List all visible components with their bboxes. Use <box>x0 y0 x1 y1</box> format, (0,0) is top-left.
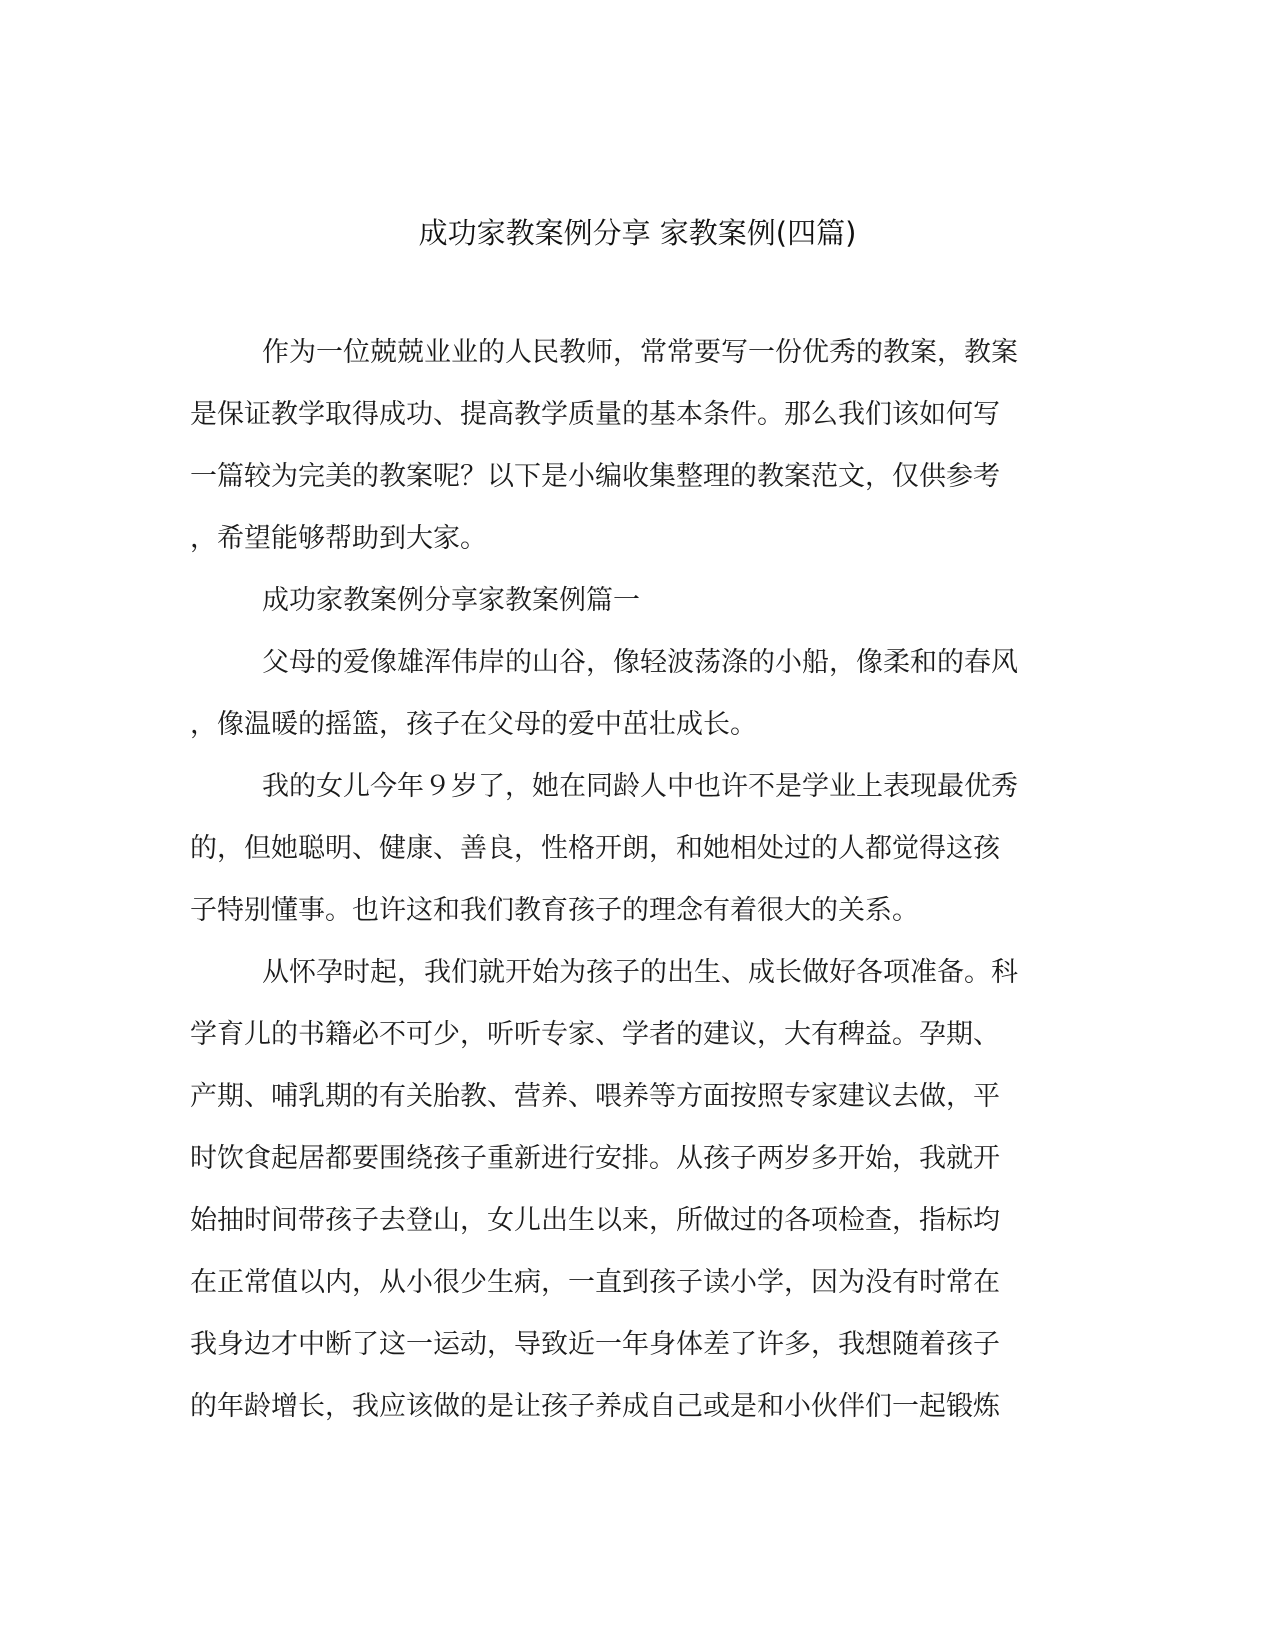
paragraph-line: 从怀孕时起，我们就开始为孩子的出生、成长做好各项准备。科 <box>262 957 1018 988</box>
paragraph-line: 在正常值以内，从小很少生病，一直到孩子读小学，因为没有时常在 <box>190 1267 1000 1298</box>
paragraph-line: 时饮食起居都要围绕孩子重新进行安排。从孩子两岁多开始，我就开 <box>190 1143 1000 1174</box>
paragraph-line: 是保证教学取得成功、提高教学质量的基本条件。那么我们该如何写 <box>190 399 1000 430</box>
document-body <box>190 322 1080 1438</box>
paragraph-line: 的，但她聪明、健康、善良，性格开朗，和她相处过的人都觉得这孩 <box>190 833 1000 864</box>
paragraph-line: 我身边才中断了这一运动，导致近一年身体差了许多，我想随着孩子 <box>190 1329 1000 1360</box>
paragraph-line: 学育儿的书籍必不可少，听听专家、学者的建议，大有稗益。孕期、 <box>190 1019 1000 1050</box>
paragraph-line: 一篇较为完美的教案呢？以下是小编收集整理的教案范文，仅供参考 <box>190 461 1000 492</box>
paragraph-line: 作为一位兢兢业业的人民教师，常常要写一份优秀的教案，教案 <box>262 337 1018 368</box>
paragraph-line: ，像温暖的摇篮，孩子在父母的爱中茁壮成长。 <box>190 709 757 740</box>
paragraph-line: 产期、哺乳期的有关胎教、营养、喂养等方面按照专家建议去做，平 <box>190 1081 1000 1112</box>
document-title: 成功家教案例分享 家教案例(四篇) <box>418 216 857 250</box>
paragraph-line: 父母的爱像雄浑伟岸的山谷，像轻波荡涤的小船，像柔和的春风 <box>262 647 1018 678</box>
paragraph-line: ，希望能够帮助到大家。 <box>190 523 487 554</box>
paragraph-line: 始抽时间带孩子去登山，女儿出生以来，所做过的各项检查，指标均 <box>190 1205 1000 1236</box>
paragraph-line: 我的女儿今年９岁了，她在同龄人中也许不是学业上表现最优秀 <box>262 771 1018 802</box>
section-heading: 成功家教案例分享家教案例篇一 <box>262 585 640 616</box>
paragraph-line: 的年龄增长，我应该做的是让孩子养成自己或是和小伙伴们一起锻炼 <box>190 1391 1000 1422</box>
paragraph-line: 子特别懂事。也许这和我们教育孩子的理念有着很大的关系。 <box>190 895 919 926</box>
